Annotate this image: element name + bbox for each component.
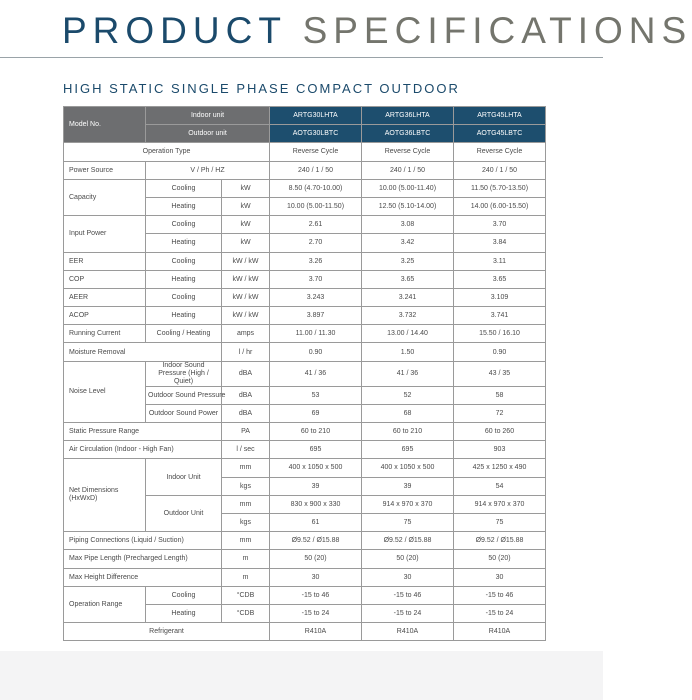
table-cell: -15 to 46 bbox=[454, 586, 546, 604]
sub-label: Outdoor Sound Pressure bbox=[146, 386, 222, 404]
table-cell: 41 / 36 bbox=[270, 361, 362, 386]
table-cell: R410A bbox=[270, 623, 362, 641]
row-label: Operation Type bbox=[64, 143, 270, 161]
unit-cell: PA bbox=[222, 423, 270, 441]
unit-cell: kgs bbox=[222, 513, 270, 531]
table-cell: 50 (20) bbox=[270, 550, 362, 568]
table-cell: 3.70 bbox=[454, 216, 546, 234]
unit-cell: mm bbox=[222, 532, 270, 550]
unit-cell: dBA bbox=[222, 361, 270, 386]
unit-cell: kW bbox=[222, 234, 270, 252]
row-label: Capacity bbox=[64, 179, 146, 215]
row-label: ACOP bbox=[64, 307, 146, 325]
unit-cell: dBA bbox=[222, 386, 270, 404]
table-cell: 3.243 bbox=[270, 288, 362, 306]
unit-cell: amps bbox=[222, 325, 270, 343]
table-cell: 3.70 bbox=[270, 270, 362, 288]
table-cell: 3.08 bbox=[362, 216, 454, 234]
row-label: Max Height Difference bbox=[64, 568, 222, 586]
table-cell: 11.00 / 11.30 bbox=[270, 325, 362, 343]
table-cell: 240 / 1 / 50 bbox=[270, 161, 362, 179]
table-row bbox=[64, 550, 546, 568]
table-cell: 58 bbox=[454, 386, 546, 404]
table-cell: 69 bbox=[270, 404, 362, 422]
page-title-word-1: PRODUCT bbox=[62, 10, 287, 51]
table-cell: Reverse Cycle bbox=[454, 143, 546, 161]
sub-label: Cooling bbox=[146, 288, 222, 306]
table-cell: 12.50 (5.10-14.00) bbox=[362, 197, 454, 215]
unit-cell: l / sec bbox=[222, 441, 270, 459]
row-label: AEER bbox=[64, 288, 146, 306]
table-row bbox=[64, 252, 546, 270]
table-cell: 72 bbox=[454, 404, 546, 422]
table-cell: 75 bbox=[454, 513, 546, 531]
table-cell: 695 bbox=[362, 441, 454, 459]
indoor-model-2: ARTG36LHTA bbox=[362, 107, 454, 125]
table-cell: 50 (20) bbox=[454, 550, 546, 568]
table-cell: 39 bbox=[362, 477, 454, 495]
table-cell: 60 to 210 bbox=[362, 423, 454, 441]
row-label: EER bbox=[64, 252, 146, 270]
table-cell: 41 / 36 bbox=[362, 361, 454, 386]
page-footer-band bbox=[0, 651, 603, 700]
table-cell: 43 / 35 bbox=[454, 361, 546, 386]
table-row bbox=[64, 568, 546, 586]
sub-label: Cooling bbox=[146, 252, 222, 270]
indoor-model-1: ARTG30LHTA bbox=[270, 107, 362, 125]
indoor-model-3: ARTG45LHTA bbox=[454, 107, 546, 125]
table-cell: 0.90 bbox=[454, 343, 546, 361]
outdoor-model-1: AOTG30LBTC bbox=[270, 125, 362, 143]
table-row bbox=[64, 459, 546, 477]
table-cell: 3.741 bbox=[454, 307, 546, 325]
table-cell: 830 x 900 x 330 bbox=[270, 495, 362, 513]
table-cell: 3.65 bbox=[362, 270, 454, 288]
table-cell: 60 to 260 bbox=[454, 423, 546, 441]
table-cell: 240 / 1 / 50 bbox=[362, 161, 454, 179]
sub-label: Cooling / Heating bbox=[146, 325, 222, 343]
table-cell: Ø9.52 / Ø15.88 bbox=[362, 532, 454, 550]
sub-label: Heating bbox=[146, 270, 222, 288]
sub-label: Cooling bbox=[146, 179, 222, 197]
table-cell: -15 to 24 bbox=[454, 604, 546, 622]
unit-cell: mm bbox=[222, 495, 270, 513]
unit-cell: kW / kW bbox=[222, 288, 270, 306]
unit-cell: l / hr bbox=[222, 343, 270, 361]
table-cell: Ø9.52 / Ø15.88 bbox=[270, 532, 362, 550]
row-label: Refrigerant bbox=[64, 623, 270, 641]
table-cell: 3.84 bbox=[454, 234, 546, 252]
table-cell: 68 bbox=[362, 404, 454, 422]
table-cell: 3.897 bbox=[270, 307, 362, 325]
row-label: Noise Level bbox=[64, 361, 146, 422]
outdoor-unit-header: Outdoor unit bbox=[146, 125, 270, 143]
unit-cell: kW bbox=[222, 197, 270, 215]
row-label: Input Power bbox=[64, 216, 146, 252]
sub-label: Indoor Unit bbox=[146, 459, 222, 495]
table-row bbox=[64, 161, 546, 179]
unit-cell: kW / kW bbox=[222, 307, 270, 325]
table-cell: 13.00 / 14.40 bbox=[362, 325, 454, 343]
indoor-unit-header: Indoor unit bbox=[146, 107, 270, 125]
row-label: Static Pressure Range bbox=[64, 423, 222, 441]
table-cell: 400 x 1050 x 500 bbox=[270, 459, 362, 477]
table-cell: -15 to 46 bbox=[362, 586, 454, 604]
table-cell: Reverse Cycle bbox=[270, 143, 362, 161]
table-cell: 240 / 1 / 50 bbox=[454, 161, 546, 179]
sub-label: Heating bbox=[146, 197, 222, 215]
table-row bbox=[64, 532, 546, 550]
unit-cell: kW bbox=[222, 179, 270, 197]
row-label: Air Circulation (Indoor - High Fan) bbox=[64, 441, 222, 459]
title-divider bbox=[0, 57, 603, 58]
table-cell: 60 to 210 bbox=[270, 423, 362, 441]
unit-cell: mm bbox=[222, 459, 270, 477]
table-cell: 54 bbox=[454, 477, 546, 495]
unit-cell: °CDB bbox=[222, 604, 270, 622]
sub-label: Heating bbox=[146, 307, 222, 325]
unit-cell: m bbox=[222, 550, 270, 568]
table-cell: 903 bbox=[454, 441, 546, 459]
table-cell: -15 to 46 bbox=[270, 586, 362, 604]
table-row bbox=[64, 325, 546, 343]
table-cell: 39 bbox=[270, 477, 362, 495]
table-cell: 400 x 1050 x 500 bbox=[362, 459, 454, 477]
table-cell: 3.109 bbox=[454, 288, 546, 306]
sub-label: Cooling bbox=[146, 586, 222, 604]
unit-cell: kW bbox=[222, 216, 270, 234]
table-cell: 52 bbox=[362, 386, 454, 404]
sub-label: Heating bbox=[146, 234, 222, 252]
table-cell: 3.42 bbox=[362, 234, 454, 252]
unit-cell: kW / kW bbox=[222, 252, 270, 270]
table-cell: 15.50 / 16.10 bbox=[454, 325, 546, 343]
table-cell: 53 bbox=[270, 386, 362, 404]
table-row bbox=[64, 623, 546, 641]
row-label: Running Current bbox=[64, 325, 146, 343]
table-row bbox=[64, 343, 546, 361]
table-row bbox=[64, 216, 546, 234]
table-cell: 3.11 bbox=[454, 252, 546, 270]
table-row bbox=[64, 288, 546, 306]
table-cell: 3.26 bbox=[270, 252, 362, 270]
sub-label: Outdoor Sound Power bbox=[146, 404, 222, 422]
table-cell: 50 (20) bbox=[362, 550, 454, 568]
page-title-word-2: SPECIFICATIONS bbox=[302, 10, 692, 51]
table-row bbox=[64, 270, 546, 288]
unit-cell: kgs bbox=[222, 477, 270, 495]
sub-label: Cooling bbox=[146, 216, 222, 234]
table-row bbox=[64, 107, 546, 125]
section-subtitle: HIGH STATIC SINGLE PHASE COMPACT OUTDOOR bbox=[63, 81, 460, 96]
table-cell: Ø9.52 / Ø15.88 bbox=[454, 532, 546, 550]
spec-table bbox=[63, 106, 546, 641]
table-cell: R410A bbox=[454, 623, 546, 641]
table-cell: 75 bbox=[362, 513, 454, 531]
table-cell: -15 to 24 bbox=[362, 604, 454, 622]
unit-cell: kW / kW bbox=[222, 270, 270, 288]
unit-cell: °CDB bbox=[222, 586, 270, 604]
table-cell: 61 bbox=[270, 513, 362, 531]
table-cell: 2.61 bbox=[270, 216, 362, 234]
table-cell: Reverse Cycle bbox=[362, 143, 454, 161]
table-row bbox=[64, 179, 546, 197]
table-cell: 30 bbox=[362, 568, 454, 586]
table-cell: 0.90 bbox=[270, 343, 362, 361]
table-row bbox=[64, 586, 546, 604]
table-row bbox=[64, 441, 546, 459]
table-cell: 30 bbox=[454, 568, 546, 586]
sub-label: Indoor Sound Pressure (High / Quiet) bbox=[146, 361, 222, 386]
model-no-header: Model No. bbox=[64, 107, 146, 143]
outdoor-model-2: AOTG36LBTC bbox=[362, 125, 454, 143]
table-row bbox=[64, 423, 546, 441]
row-label: Power Source bbox=[64, 161, 146, 179]
table-cell: 1.50 bbox=[362, 343, 454, 361]
unit-cell: m bbox=[222, 568, 270, 586]
table-cell: 11.50 (5.70-13.50) bbox=[454, 179, 546, 197]
table-cell: 10.00 (5.00-11.50) bbox=[270, 197, 362, 215]
table-cell: 425 x 1250 x 490 bbox=[454, 459, 546, 477]
unit-cell: dBA bbox=[222, 404, 270, 422]
outdoor-model-3: AOTG45LBTC bbox=[454, 125, 546, 143]
table-cell: 2.70 bbox=[270, 234, 362, 252]
row-label: Piping Connections (Liquid / Suction) bbox=[64, 532, 222, 550]
table-cell: 10.00 (5.00-11.40) bbox=[362, 179, 454, 197]
table-cell: 3.732 bbox=[362, 307, 454, 325]
table-cell: 30 bbox=[270, 568, 362, 586]
table-row bbox=[64, 361, 546, 386]
table-cell: 914 x 970 x 370 bbox=[454, 495, 546, 513]
row-label: Max Pipe Length (Precharged Length) bbox=[64, 550, 222, 568]
table-row bbox=[64, 143, 546, 161]
table-cell: 8.50 (4.70-10.00) bbox=[270, 179, 362, 197]
row-label: Moisture Removal bbox=[64, 343, 222, 361]
table-cell: -15 to 24 bbox=[270, 604, 362, 622]
table-cell: 914 x 970 x 370 bbox=[362, 495, 454, 513]
page-title bbox=[62, 10, 692, 52]
table-cell: R410A bbox=[362, 623, 454, 641]
table-cell: 695 bbox=[270, 441, 362, 459]
unit-cell: V / Ph / HZ bbox=[146, 161, 270, 179]
table-cell: 3.25 bbox=[362, 252, 454, 270]
sub-label: Outdoor Unit bbox=[146, 495, 222, 531]
row-label: Net Dimensions (HxWxD) bbox=[64, 459, 146, 532]
sub-label: Heating bbox=[146, 604, 222, 622]
row-label: Operation Range bbox=[64, 586, 146, 622]
table-cell: 3.241 bbox=[362, 288, 454, 306]
row-label: COP bbox=[64, 270, 146, 288]
table-row bbox=[64, 307, 546, 325]
table-cell: 3.65 bbox=[454, 270, 546, 288]
table-cell: 14.00 (6.00-15.50) bbox=[454, 197, 546, 215]
